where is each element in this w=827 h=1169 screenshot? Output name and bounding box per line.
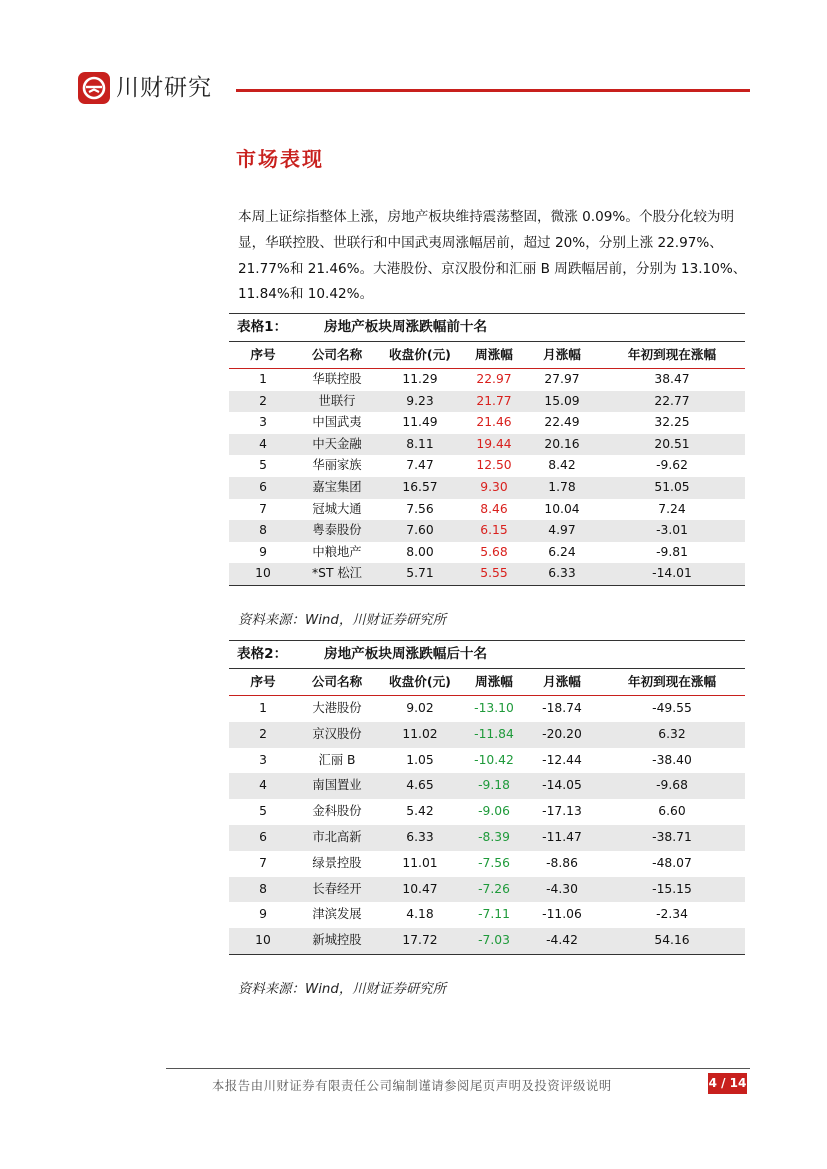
- cell-rank: 2: [259, 393, 267, 408]
- cell-monthly: -14.05: [542, 778, 582, 793]
- cell-weekly: 12.50: [476, 458, 512, 473]
- cell-company: 长春经开: [312, 881, 362, 896]
- table-header: [229, 342, 745, 369]
- cell-company: 华联控股: [312, 372, 362, 386]
- table-row: [229, 520, 745, 542]
- col-header-rank: 序号: [250, 347, 276, 362]
- table-row: [229, 542, 745, 564]
- cell-close: 6.33: [406, 829, 434, 844]
- cell-rank: 7: [259, 501, 267, 516]
- cell-weekly: -9.18: [478, 778, 510, 793]
- cell-close: 11.02: [402, 726, 438, 741]
- cell-monthly: 20.16: [544, 436, 580, 451]
- cell-ytd: 7.24: [658, 501, 686, 516]
- cell-close: 11.29: [402, 372, 438, 386]
- cell-monthly: -18.74: [542, 701, 582, 715]
- cell-company: *ST 松江: [312, 566, 362, 581]
- cell-ytd: 6.32: [658, 726, 686, 741]
- table-row: [229, 369, 745, 391]
- table-row: [229, 563, 745, 586]
- cell-monthly: 22.49: [544, 415, 580, 430]
- cell-close: 1.05: [406, 752, 434, 767]
- table-number: 表格1：: [237, 319, 288, 335]
- cell-rank: 1: [259, 701, 267, 715]
- header-rule: [236, 89, 750, 92]
- cell-rank: 2: [259, 726, 267, 741]
- col-header-ytd: 年初到现在涨幅: [627, 674, 717, 689]
- cell-close: 10.47: [402, 881, 438, 896]
- cell-company: 津滨发展: [312, 907, 362, 922]
- cell-weekly: 21.77: [476, 393, 512, 408]
- cell-ytd: -9.62: [656, 458, 688, 473]
- cell-weekly: 22.97: [476, 372, 512, 386]
- table-number: 表格2：: [237, 646, 288, 662]
- cell-ytd: 54.16: [654, 933, 690, 948]
- cell-close: 8.11: [406, 436, 434, 451]
- table-header: [229, 669, 745, 696]
- cell-company: 绿景控股: [312, 855, 362, 870]
- table-title: 房地产板块周涨跌幅后十名: [324, 646, 488, 662]
- cell-rank: 4: [259, 436, 267, 451]
- cell-rank: 5: [259, 458, 267, 473]
- cell-rank: 1: [259, 372, 267, 386]
- cell-ytd: 32.25: [654, 415, 690, 430]
- cell-monthly: 8.42: [548, 458, 576, 473]
- cell-close: 8.00: [406, 544, 434, 559]
- cell-weekly: 5.55: [480, 566, 508, 581]
- cell-weekly: 6.15: [480, 523, 508, 538]
- cell-close: 4.65: [406, 778, 434, 793]
- cell-ytd: -9.68: [656, 778, 688, 793]
- table-body: [229, 696, 745, 955]
- table-body: [229, 369, 745, 586]
- table-row: [229, 748, 745, 774]
- cell-monthly: -20.20: [542, 726, 582, 741]
- cell-monthly: 1.78: [548, 479, 576, 494]
- cell-rank: 6: [259, 479, 267, 494]
- cell-monthly: 6.33: [548, 566, 576, 581]
- cell-rank: 10: [255, 933, 271, 948]
- cell-ytd: -9.81: [656, 544, 688, 559]
- cell-weekly: -10.42: [474, 752, 514, 767]
- cell-rank: 9: [259, 907, 267, 922]
- cell-company: 南国置业: [312, 778, 362, 793]
- cell-rank: 3: [259, 415, 267, 430]
- cell-close: 17.72: [402, 933, 438, 948]
- cell-rank: 4: [259, 778, 267, 793]
- cell-rank: 8: [259, 523, 267, 538]
- cell-company: 世联行: [318, 393, 356, 408]
- cell-weekly: -7.26: [478, 881, 510, 896]
- cell-ytd: -38.40: [652, 752, 692, 767]
- table-row: [229, 499, 745, 521]
- footer-rule: [166, 1068, 750, 1069]
- cell-company: 中天金融: [312, 436, 362, 451]
- table-row: [229, 455, 745, 477]
- col-header-rank: 序号: [250, 674, 276, 689]
- cell-weekly: -7.56: [478, 855, 510, 870]
- source-note: 资料来源：Wind，川财证券研究所: [238, 613, 447, 628]
- cell-monthly: 15.09: [544, 393, 580, 408]
- cell-rank: 6: [259, 829, 267, 844]
- top-losers-table: [229, 640, 745, 955]
- cell-weekly: -7.11: [478, 907, 510, 922]
- col-header-company: 公司名称: [311, 347, 363, 362]
- cell-weekly: 8.46: [480, 501, 508, 516]
- cell-close: 9.02: [406, 701, 434, 715]
- cell-monthly: -17.13: [542, 804, 582, 819]
- cell-close: 11.01: [402, 855, 438, 870]
- market-summary-paragraph: 本周上证综指整体上涨，房地产板块维持震荡整固，微涨 0.09%。个股分化较为明显，华联控股、世联行和中国武夷周涨幅居前，超过 20%，分别上涨 22.97%、21.77%和 21.46%。大港股份、京汉股份和汇丽 B 周跌幅居前，分别为 13.10%、11.84%和 10.42%。: [238, 209, 747, 303]
- cell-weekly: -9.06: [478, 804, 510, 819]
- cell-weekly: -11.84: [474, 726, 514, 741]
- cell-rank: 9: [259, 544, 267, 559]
- top-gainers-table: [229, 313, 745, 586]
- cell-monthly: -12.44: [542, 752, 582, 767]
- cell-company: 金科股份: [312, 804, 362, 819]
- cell-close: 9.23: [406, 393, 434, 408]
- cell-monthly: -8.86: [546, 855, 578, 870]
- cell-ytd: 38.47: [654, 372, 690, 386]
- table-row: [229, 902, 745, 928]
- cell-ytd: 6.60: [658, 804, 686, 819]
- cell-weekly: -7.03: [478, 933, 510, 948]
- table-row: [229, 851, 745, 877]
- page-number-badge: 4 / 14: [708, 1073, 747, 1094]
- cell-close: 7.56: [406, 501, 434, 516]
- cell-monthly: 6.24: [548, 544, 576, 559]
- col-header-company: 公司名称: [311, 674, 363, 689]
- cell-company: 粤泰股份: [312, 523, 362, 538]
- cell-rank: 3: [259, 752, 267, 767]
- cell-ytd: 51.05: [654, 479, 690, 494]
- table-row: [229, 928, 745, 955]
- cell-company: 中粮地产: [312, 544, 362, 559]
- col-header-close: 收盘价(元): [389, 674, 451, 689]
- cell-company: 华丽家族: [312, 458, 362, 473]
- cell-close: 7.60: [406, 523, 434, 538]
- cell-ytd: -14.01: [652, 566, 692, 581]
- table-row: [229, 722, 745, 748]
- source-note: 资料来源：Wind，川财证券研究所: [238, 982, 447, 997]
- cell-close: 7.47: [406, 458, 434, 473]
- table-caption: [229, 640, 745, 669]
- cell-ytd: -3.01: [656, 523, 688, 538]
- cell-rank: 5: [259, 804, 267, 819]
- cell-monthly: 4.97: [548, 523, 576, 538]
- col-header-weekly: 周涨幅: [475, 674, 513, 689]
- table-row: [229, 434, 745, 456]
- cell-ytd: -2.34: [656, 907, 688, 922]
- cell-company: 冠城大通: [312, 501, 362, 516]
- table-row: [229, 391, 745, 413]
- cell-weekly: 5.68: [480, 544, 508, 559]
- cell-weekly: 19.44: [476, 436, 512, 451]
- section-title: 市场表现: [236, 147, 324, 171]
- cell-monthly: 10.04: [544, 501, 580, 516]
- cell-ytd: -15.15: [652, 881, 692, 896]
- cell-close: 11.49: [402, 415, 438, 430]
- table-caption: [229, 313, 745, 342]
- col-header-monthly: 月涨幅: [543, 347, 581, 362]
- cell-ytd: 22.77: [654, 393, 690, 408]
- table-row: [229, 877, 745, 903]
- cell-weekly: -8.39: [478, 829, 510, 844]
- col-header-ytd: 年初到现在涨幅: [627, 347, 717, 362]
- table-row: [229, 773, 745, 799]
- cell-ytd: -48.07: [652, 855, 692, 870]
- cell-close: 5.42: [406, 804, 434, 819]
- table-title: 房地产板块周涨跌幅前十名: [324, 319, 488, 335]
- cell-monthly: -4.30: [546, 881, 578, 896]
- table-row: [229, 477, 745, 499]
- cell-monthly: -11.06: [542, 907, 582, 922]
- cell-weekly: 21.46: [476, 415, 512, 430]
- footer-disclaimer: 本报告由川财证券有限责任公司编制谨请参阅尾页声明及投资评级说明: [212, 1079, 612, 1093]
- cell-rank: 7: [259, 855, 267, 870]
- cell-weekly: 9.30: [480, 479, 508, 494]
- cell-weekly: -13.10: [474, 701, 514, 715]
- table-row: [229, 825, 745, 851]
- cell-close: 16.57: [402, 479, 438, 494]
- cell-rank: 10: [255, 566, 271, 581]
- cell-company: 嘉宝集团: [312, 479, 362, 494]
- cell-company: 大港股份: [312, 701, 362, 715]
- cell-company: 汇丽 B: [318, 752, 356, 767]
- col-header-weekly: 周涨幅: [475, 347, 513, 362]
- cell-monthly: -11.47: [542, 829, 582, 844]
- col-header-close: 收盘价(元): [389, 347, 451, 362]
- cell-company: 市北高新: [312, 829, 362, 844]
- cell-ytd: 20.51: [654, 436, 690, 451]
- cell-monthly: -4.42: [546, 933, 578, 948]
- chuancai-logo-icon: [78, 72, 110, 104]
- cell-close: 5.71: [406, 566, 434, 581]
- cell-ytd: -38.71: [652, 829, 692, 844]
- cell-company: 新城控股: [312, 933, 362, 948]
- cell-company: 中国武夷: [312, 415, 362, 430]
- cell-monthly: 27.97: [544, 372, 580, 386]
- brand-name: 川财研究: [116, 75, 212, 101]
- cell-close: 4.18: [406, 907, 434, 922]
- cell-rank: 8: [259, 881, 267, 896]
- table-row: [229, 696, 745, 722]
- col-header-monthly: 月涨幅: [543, 674, 581, 689]
- cell-ytd: -49.55: [652, 701, 692, 715]
- cell-company: 京汉股份: [312, 726, 362, 741]
- table-row: [229, 799, 745, 825]
- table-row: [229, 412, 745, 434]
